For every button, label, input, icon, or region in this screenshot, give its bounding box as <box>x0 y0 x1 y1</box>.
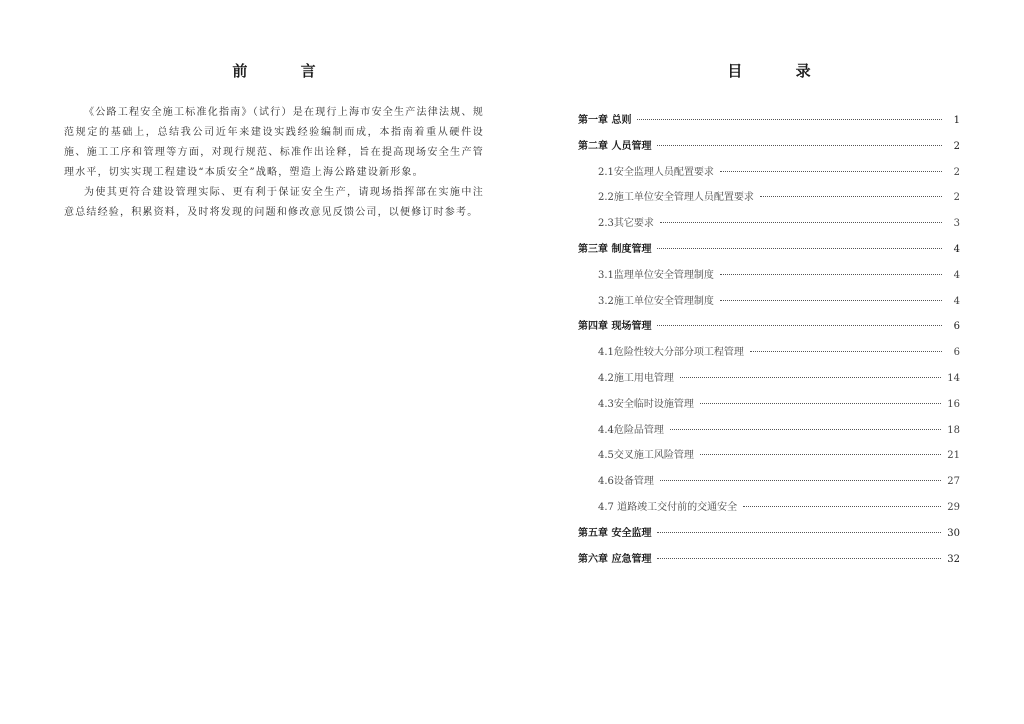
toc-entry[interactable] <box>578 163 960 189</box>
toc-entry-page-number: 32 <box>947 553 960 565</box>
toc-entry-page-number: 6 <box>953 347 960 359</box>
toc-leader-dots <box>720 171 942 172</box>
toc-entry-label: 4.5交叉施工风险管理 <box>598 450 694 462</box>
table-of-contents-page <box>578 60 960 575</box>
toc-entry[interactable] <box>578 188 960 214</box>
toc-entry-label: 第一章 总则 <box>578 115 632 126</box>
toc-entry[interactable] <box>578 369 960 395</box>
toc-entry-page-number: 4 <box>953 269 960 281</box>
toc-entry-page-number: 4 <box>953 243 960 255</box>
toc-entry-page-number: 29 <box>947 501 960 513</box>
toc-entry-label: 第三章 制度管理 <box>578 243 652 255</box>
toc-leader-dots <box>680 377 941 378</box>
toc-entry[interactable] <box>578 317 960 343</box>
toc-leader-dots <box>700 403 941 404</box>
toc-entry[interactable] <box>578 550 960 576</box>
toc-leader-dots <box>720 274 942 275</box>
toc-entry[interactable] <box>578 343 960 369</box>
toc-entry-label: 第五章 安全监理 <box>578 527 652 539</box>
toc-entry[interactable] <box>578 240 960 266</box>
toc-entry-page-number: 18 <box>947 424 960 436</box>
preface-paragraph-2: 为使其更符合建设管理实际、更有利于保证安全生产，请现场指挥部在实施中注意总结经验，积累资料，及时将发现的问题和修改意见反馈公司，以便修订时参考。 <box>64 187 484 218</box>
toc-entry[interactable] <box>578 472 960 498</box>
toc-entry-page-number: 14 <box>947 372 960 384</box>
toc-entry-page-number: 1 <box>953 115 960 126</box>
toc-entry[interactable] <box>578 111 960 137</box>
toc-entry-label: 4.4危险品管理 <box>598 424 664 436</box>
toc-entry-page-number: 16 <box>947 398 960 410</box>
toc-entry-label: 3.1监理单位安全管理制度 <box>598 269 714 281</box>
toc-entry-page-number: 30 <box>947 527 960 539</box>
toc-leader-dots <box>720 300 942 301</box>
toc-leader-dots <box>660 222 942 223</box>
toc-entry-label: 2.2施工单位安全管理人员配置要求 <box>598 192 754 204</box>
toc-entry-page-number: 3 <box>953 218 960 230</box>
toc-entry[interactable] <box>578 524 960 550</box>
toc-entry[interactable] <box>578 214 960 240</box>
toc-entry-label: 2.3其它要求 <box>598 218 654 230</box>
toc-leader-dots <box>700 454 941 455</box>
toc-leader-dots <box>657 532 941 533</box>
toc-entry-page-number: 6 <box>953 321 960 333</box>
toc-entry-label: 2.1安全监理人员配置要求 <box>598 166 714 178</box>
toc-leader-dots <box>657 325 942 326</box>
toc-entry-label: 4.7 道路竣工交付前的交通安全 <box>598 501 738 513</box>
toc-entry[interactable] <box>578 395 960 421</box>
toc-title: 目 录 <box>727 62 835 80</box>
toc-leader-dots <box>657 145 942 146</box>
toc-leader-dots <box>657 558 941 559</box>
toc-leader-dots <box>743 506 941 507</box>
toc-entry-page-number: 4 <box>953 295 960 307</box>
toc-leader-dots <box>760 196 942 197</box>
toc-list <box>578 111 960 575</box>
toc-entry-page-number: 2 <box>953 166 960 178</box>
toc-leader-dots <box>637 119 942 120</box>
toc-entry[interactable] <box>578 498 960 524</box>
toc-entry-page-number: 2 <box>953 192 960 204</box>
toc-entry-page-number: 27 <box>947 476 960 488</box>
preface-paragraph-1: 《公路工程安全施工标准化指南》（试行）是在现行上海市安全生产法律法规、规范规定的基础上，总结我公司近年来建设实践经验编制而成，本指南着重从硬件设施、施工工序和管理等方面，对现行规范、标准作出诠释，旨在提高现场安全生产管理水平，切实实现工程建设“本质安全”战略，塑造上海公路建设新形象。 <box>64 107 484 178</box>
toc-leader-dots <box>657 248 942 249</box>
toc-leader-dots <box>750 351 942 352</box>
toc-entry-label: 第四章 现场管理 <box>578 321 652 333</box>
toc-entry[interactable] <box>578 137 960 163</box>
toc-entry-label: 4.1危险性较大分部分项工程管理 <box>598 347 744 359</box>
preface-title: 前 言 <box>232 62 340 80</box>
toc-entry[interactable] <box>578 266 960 292</box>
toc-entry-label: 4.2施工用电管理 <box>598 372 674 384</box>
toc-entry-label: 3.2施工单位安全管理制度 <box>598 295 714 307</box>
toc-entry[interactable] <box>578 421 960 447</box>
toc-entry-page-number: 2 <box>953 140 960 152</box>
toc-entry-label: 第二章 人员管理 <box>578 140 652 152</box>
toc-entry-label: 4.3安全临时设施管理 <box>598 398 694 410</box>
toc-entry-page-number: 21 <box>947 450 960 462</box>
toc-entry-label: 4.6设备管理 <box>598 476 654 488</box>
preface-page <box>64 60 484 223</box>
toc-leader-dots <box>670 429 941 430</box>
toc-leader-dots <box>660 480 941 481</box>
toc-entry[interactable] <box>578 292 960 318</box>
toc-entry-label: 第六章 应急管理 <box>578 553 652 565</box>
toc-entry[interactable] <box>578 446 960 472</box>
